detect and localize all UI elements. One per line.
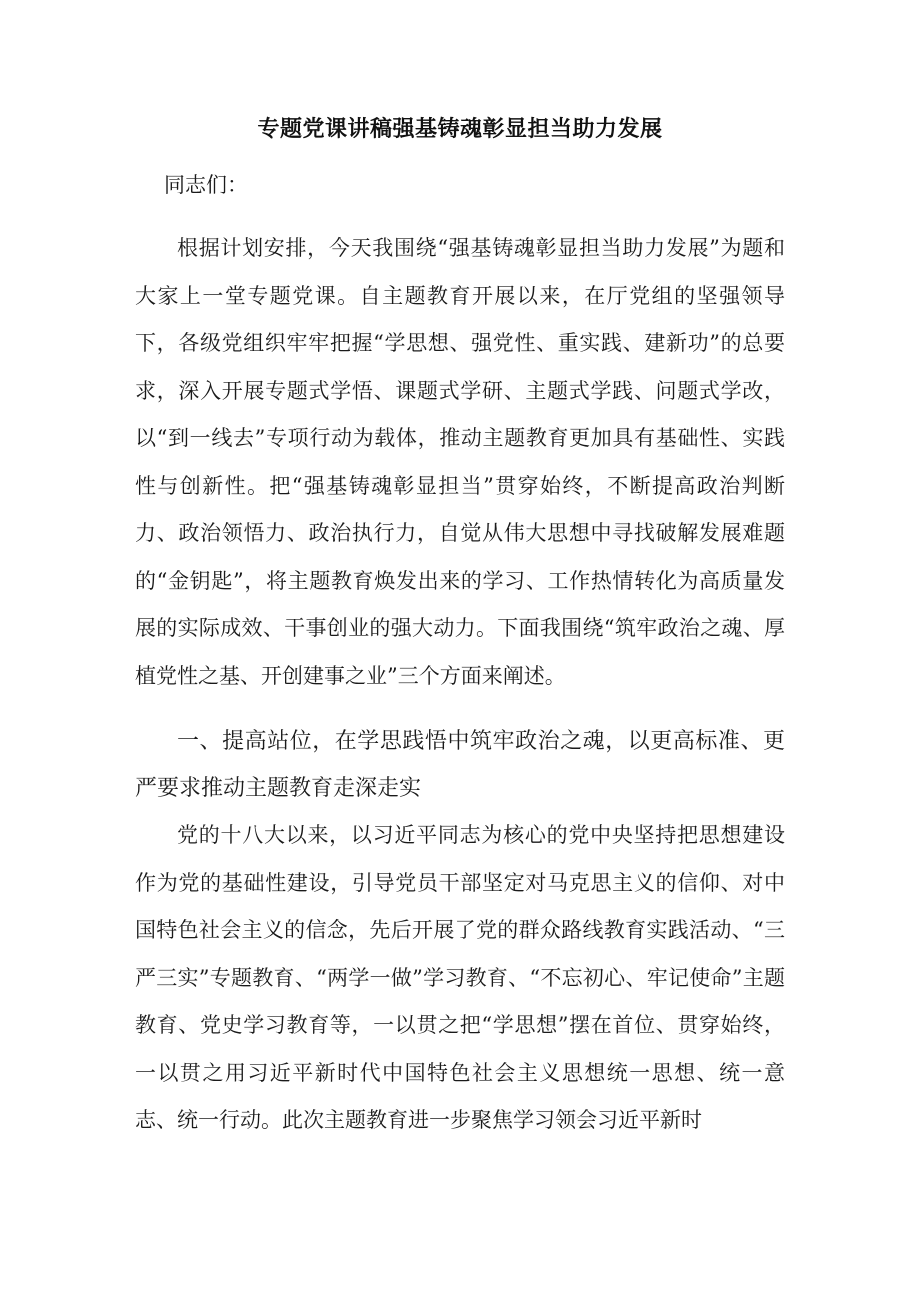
body-paragraph-intro: 根据计划安排，今天我围绕“强基铸魂彰显担当助力发展”为题和大家上一堂专题党课。自主题教育开展以来，在厅党组的坚强领导下，各级党组织牢牢把握“学思想、强党性、重实践、建新功”的总要求，深入开展专题式学悟、课题式学研、主题式学践、问题式学改，以“到一线去”专项行动为载体，推动主题教育更加具有基础性、实践性与创新性。把“强基铸魂彰显担当”贯穿始终，不断提高政治判断力、政治领悟力、政治执行力，自觉从伟大思想中寻找破解发展难题的“金钥匙”，将主题教育焕发出来的学习、工作热情转化为高质量发展的实际成效、干事创业的强大动力。下面我围绕“筑牢政治之魂、厚植党性之基、开创建事之业”三个方面来阐述。 [135,236,785,688]
document-title: 专题党课讲稿强基铸魂彰显担当助力发展 [257,117,663,142]
body-paragraph-section-1: 党的十八大以来，以习近平同志为核心的党中央坚持把思想建设作为党的基础性建设，引导党员干部坚定对马克思主义的信仰、对中国特色社会主义的信念，先后开展了党的群众路线教育实践活动、“三严三实”专题教育、“两学一做”学习教育、“不忘初心、牢记使命”主题教育、党史学习教育等，一以贯之把“学思想”摆在首位、贯穿始终，一以贯之用习近平新时代中国特色社会主义思想统一思想、统一意志、统一行动。此次主题教育进一步聚焦学习领会习近平新时 [135,823,785,1132]
salutation: 同志们： [164,173,248,197]
section-heading-1: 一、提高站位，在学思践悟中筑牢政治之魂，以更高标准、更严要求推动主题教育走深走实 [135,729,785,801]
